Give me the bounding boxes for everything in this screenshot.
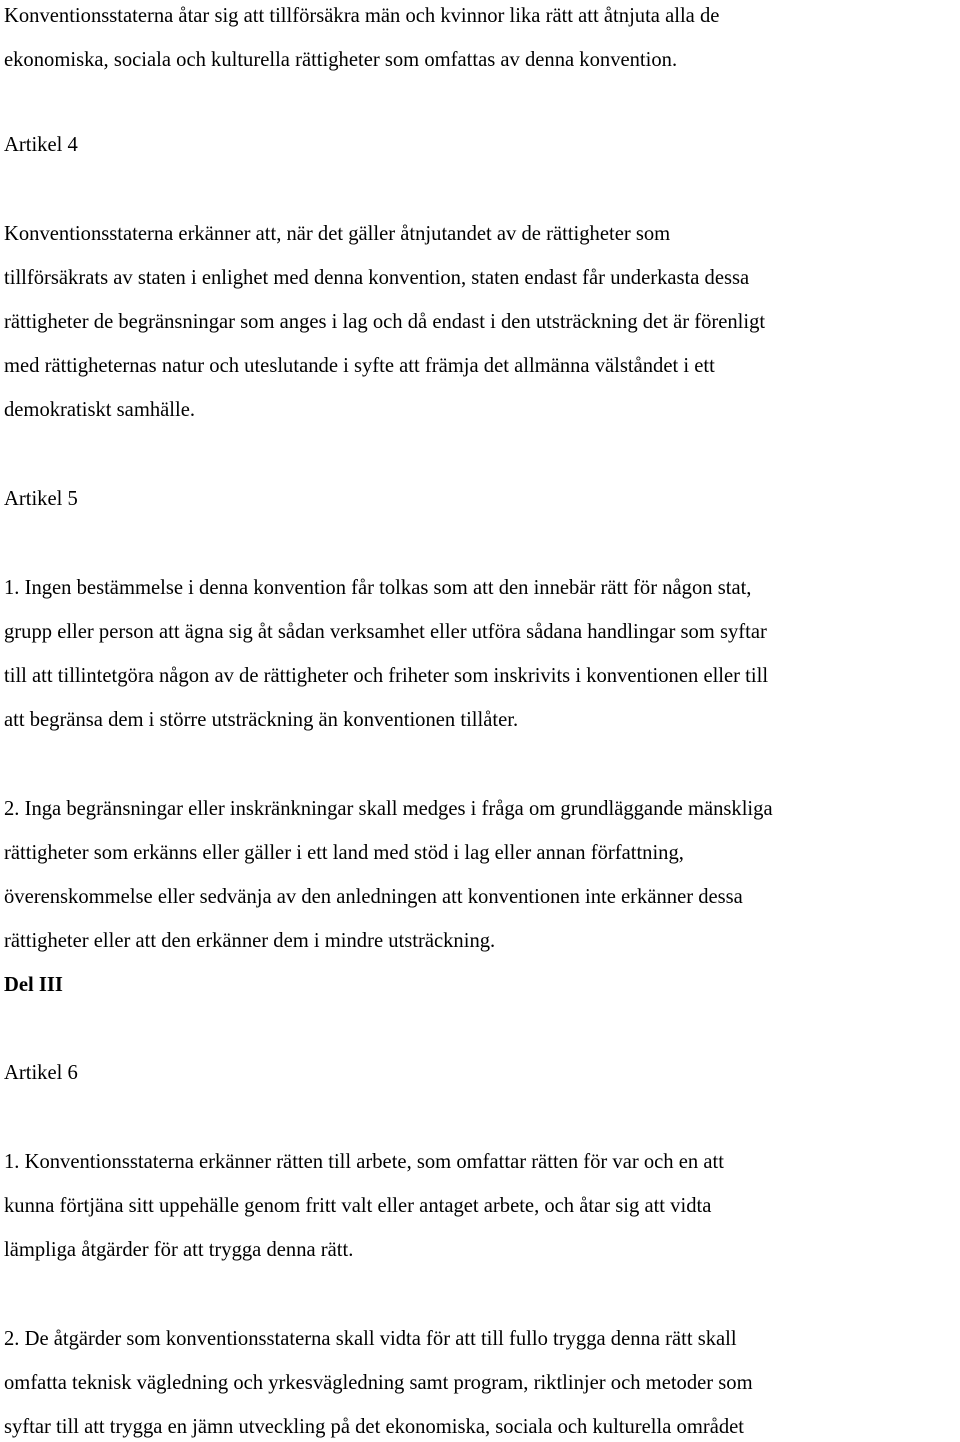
artikel-5-heading: Artikel 5 (4, 488, 78, 510)
artikel-6-paragraph-1-line: lämpliga åtgärder för att trygga denna rätt. (4, 1239, 354, 1261)
artikel-6-paragraph-2-line: syftar till att trygga en jämn utveckling på det ekonomiska, sociala och kulturella området (4, 1416, 745, 1438)
artikel-6-paragraph-1-line: 1. Konventionsstaterna erkänner rätten till arbete, som omfattar rätten för var och en att (4, 1151, 724, 1173)
artikel-6-heading: Artikel 6 (4, 1062, 78, 1084)
intro-line: Konventionsstaterna åtar sig att tillförsäkra män och kvinnor lika rätt att åtnjuta alla de (4, 5, 720, 27)
del-3-heading: Del III (4, 974, 63, 996)
artikel-6-paragraph-2-line: 2. De åtgärder som konventionsstaterna skall vidta för att till fullo trygga denna rätt skall (4, 1328, 737, 1350)
artikel-5-paragraph-2-line: rättigheter eller att den erkänner dem i mindre utsträckning. (4, 930, 496, 952)
artikel-4-line: tillförsäkrats av staten i enlighet med denna konvention, staten endast får underkasta dessa (4, 267, 750, 289)
artikel-5-paragraph-2-line: rättigheter som erkänns eller gäller i ett land med stöd i lag eller annan författning, (4, 842, 684, 864)
artikel-5-paragraph-1-line: 1. Ingen bestämmelse i denna konvention får tolkas som att den innebär rätt för någon stat, (4, 577, 752, 599)
artikel-4-heading: Artikel 4 (4, 134, 78, 156)
artikel-4-line: med rättigheternas natur och uteslutande i syfte att främja det allmänna välståndet i ett (4, 355, 715, 377)
artikel-6-paragraph-2-line: omfatta teknisk vägledning och yrkesvägledning samt program, riktlinjer och metoder som (4, 1372, 753, 1394)
intro-line: ekonomiska, sociala och kulturella rättigheter som omfattas av denna konvention. (4, 49, 678, 71)
artikel-5-paragraph-1-line: till att tillintetgöra någon av de rättigheter och friheter som inskrivits i konventionen eller till (4, 665, 769, 687)
artikel-4-line: Konventionsstaterna erkänner att, när det gäller åtnjutandet av de rättigheter som (4, 223, 671, 245)
artikel-5-paragraph-1-line: att begränsa dem i större utsträckning än konventionen tillåter. (4, 709, 519, 731)
artikel-6-paragraph-1-line: kunna förtjäna sitt uppehälle genom fritt valt eller antaget arbete, och åtar sig att vidta (4, 1195, 712, 1217)
artikel-5-paragraph-2-line: 2. Inga begränsningar eller inskränkningar skall medges i fråga om grundläggande mänskliga (4, 798, 773, 820)
artikel-5-paragraph-2-line: överenskommelse eller sedvänja av den anledningen att konventionen inte erkänner dessa (4, 886, 743, 908)
artikel-4-line: demokratiskt samhälle. (4, 399, 196, 421)
artikel-4-line: rättigheter de begränsningar som anges i lag och då endast i den utsträckning det är förenligt (4, 311, 766, 333)
artikel-5-paragraph-1-line: grupp eller person att ägna sig åt sådan verksamhet eller utföra sådana handlingar som syftar (4, 621, 767, 643)
